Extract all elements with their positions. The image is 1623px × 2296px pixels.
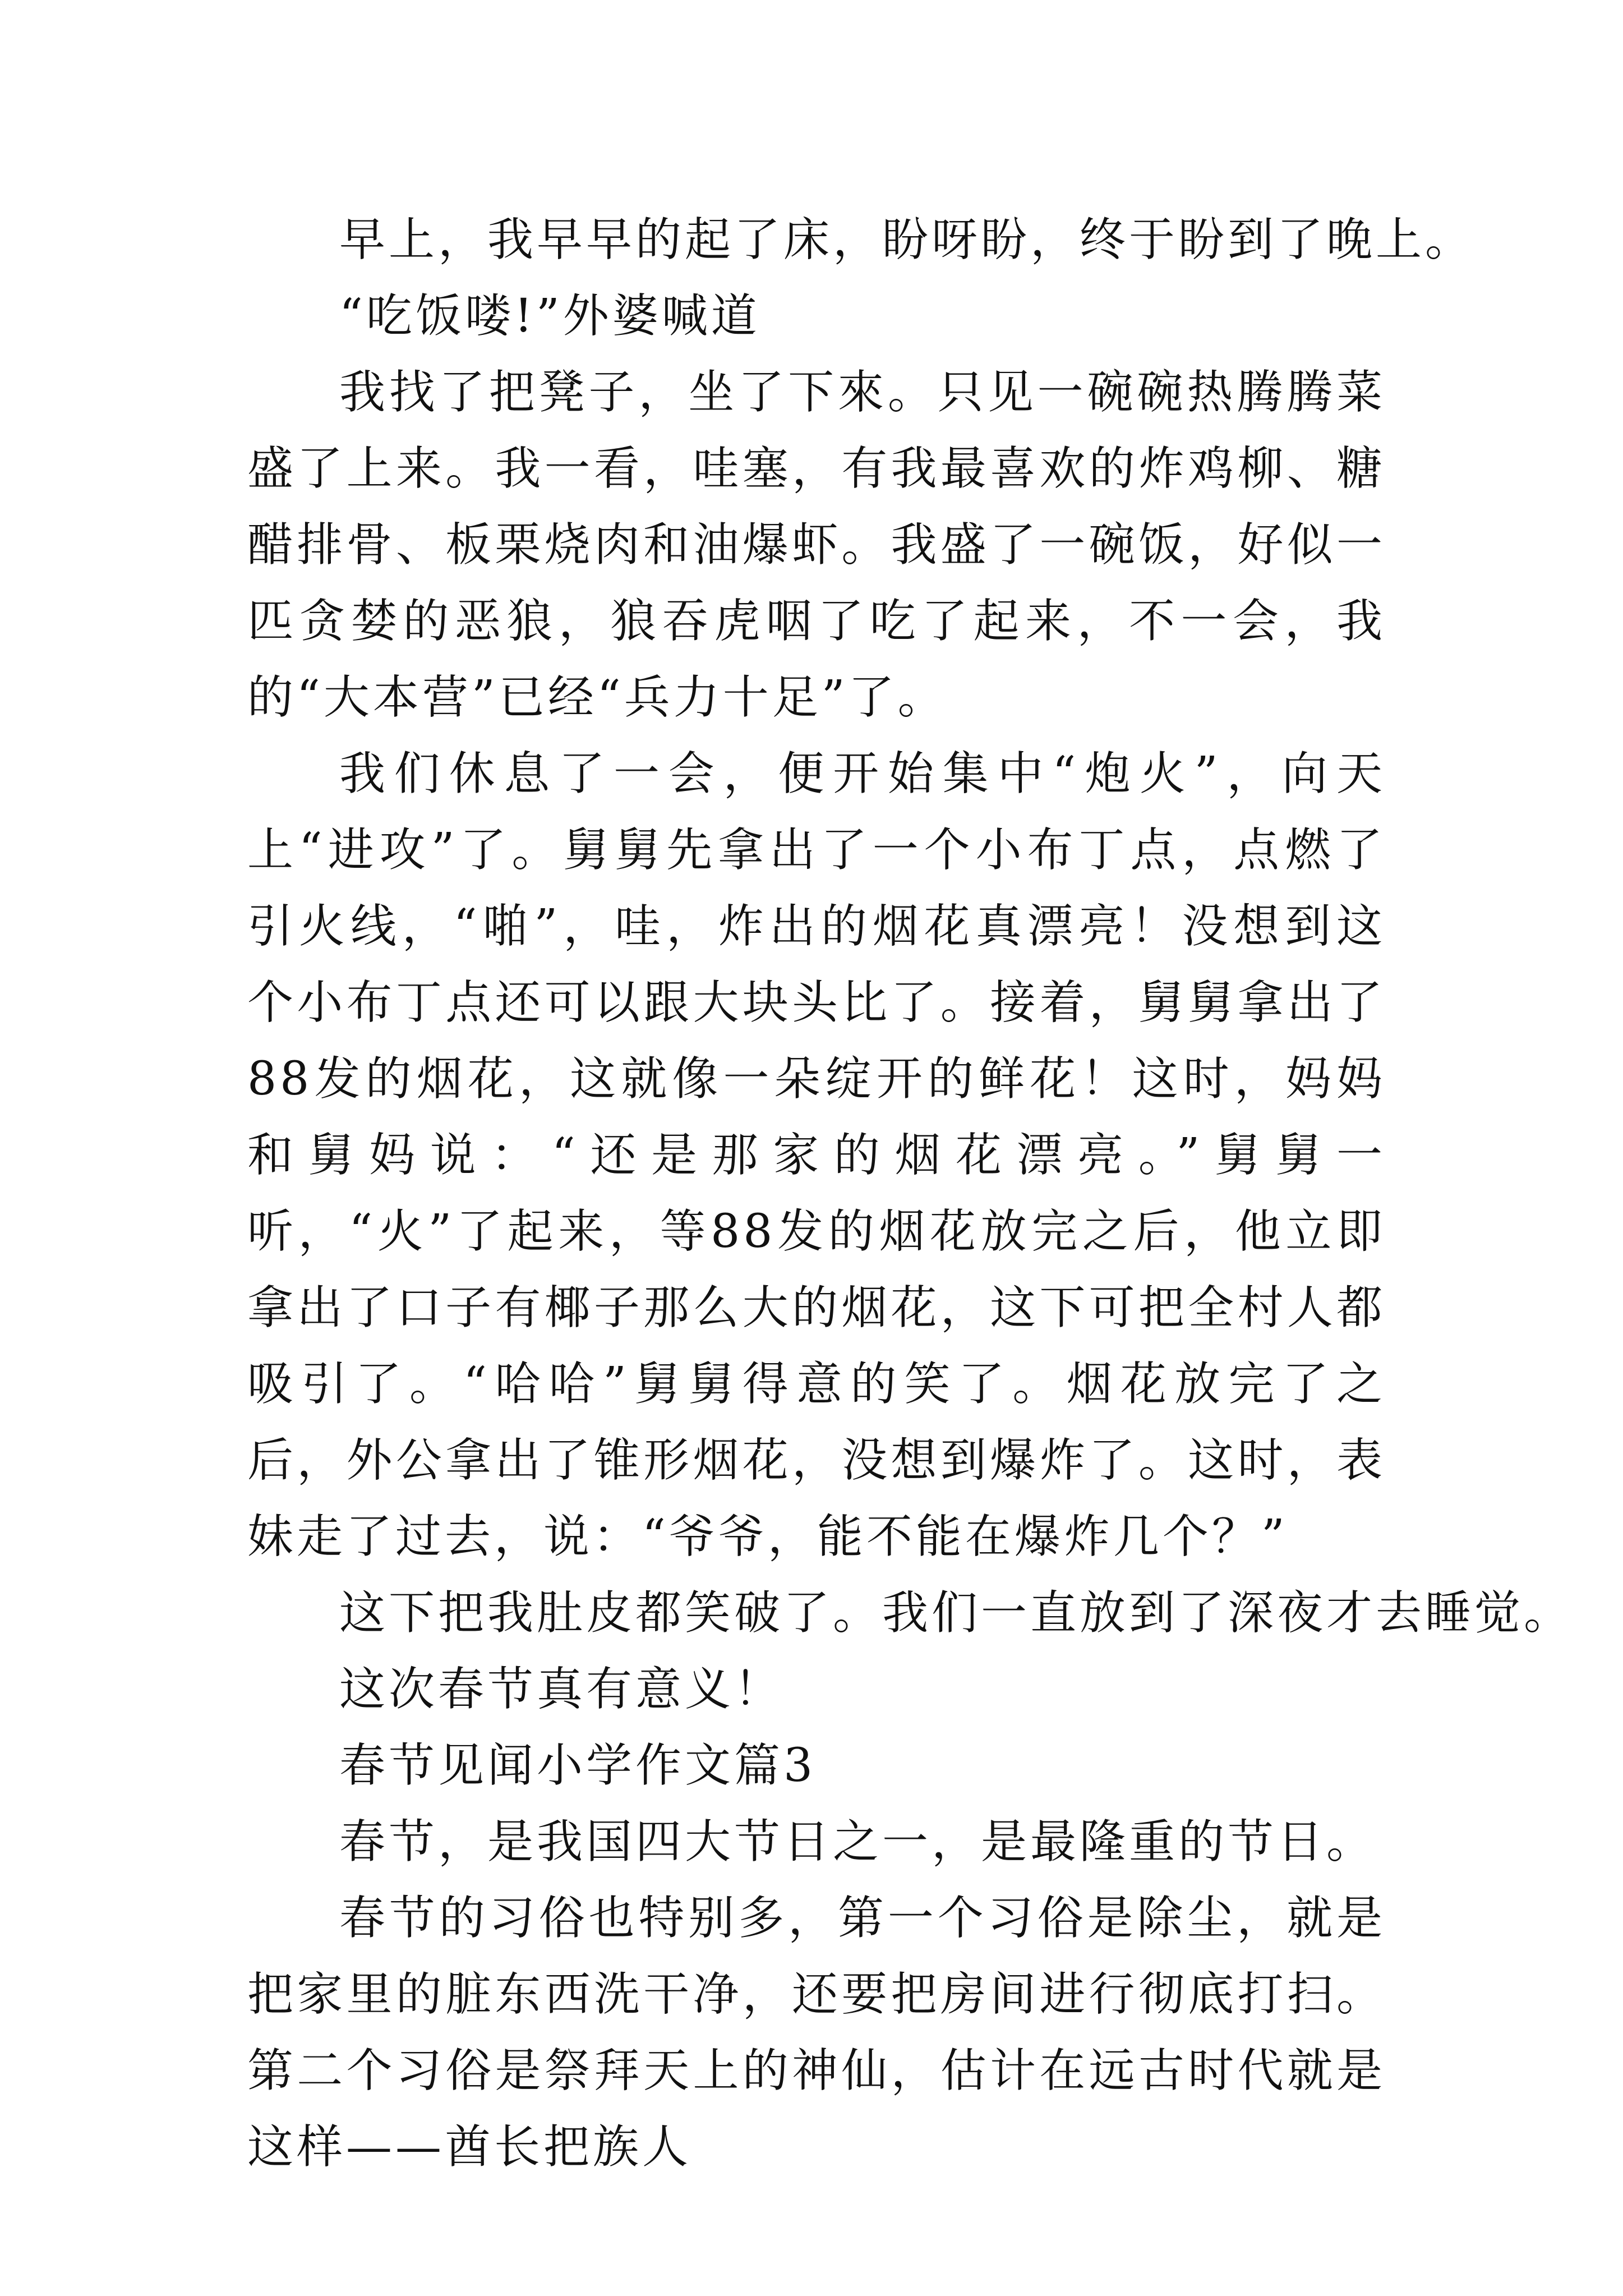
paragraph-3: 我找了把凳子，坐了下來。只见一碗碗热腾腾菜盛了上来。我一看，哇塞，有我最喜欢的炸鸡柳、糖醋排骨、板栗烧肉和油爆虾。我盛了一碗饭，好似一匹贪婪的恶狼，狼吞虎咽了吃了起来，不一会，我的“大本营”已经“兵力十足”了。 [247,366,1386,724]
paragraph-8: 春节的习俗也特别多，第一个习俗是除尘，就是把家里的脏东西洗干净，还要把房间进行彻底打扫。第二个习俗是祭拜天上的神仙，估计在远古时代就是这样——酋长把族人 [247,1892,1386,2174]
section-heading: 春节见闻小学作文篇3 [339,1739,817,1792]
paragraph-6: 这次春节真有意义！ [339,1663,784,1716]
paragraph-7: 春节，是我国四大节日之一，是最隆重的节日。 [339,1815,1376,1869]
paragraph-4: 我们休息了一会，便开始集中“炮火”，向天上“进攻”了。舅舅先拿出了一个小布丁点，点燃了引火线，“啪”，哇，炸出的烟花真漂亮！没想到这个小布丁点还可以跟大块头比了。接着，舅舅拿出了88发的烟花，这就像一朵绽开的鲜花！这时，妈妈和舅妈说：“还是那家的烟花漂亮。”舅舅一听，“火”了起来，等88发的烟花放完之后，他立即拿出了口子有椰子那么大的烟花，这下可把全村人都吸引了。“哈哈”舅舅得意的笑了。烟花放完了之后，外公拿出了锥形烟花，没想到爆炸了。这时，表妹走了过去，说：“爷爷，能不能在爆炸几个？” [247,747,1386,1563]
paragraph-2: “吃饭喽!”外婆喊道 [339,289,760,343]
paragraph-5: 这下把我肚皮都笑破了。我们一直放到了深夜才去睡觉。 [339,1586,1574,1640]
document-body [247,202,1574,2185]
paragraph-1: 早上，我早早的起了床，盼呀盼，终于盼到了晚上。 [339,213,1475,266]
